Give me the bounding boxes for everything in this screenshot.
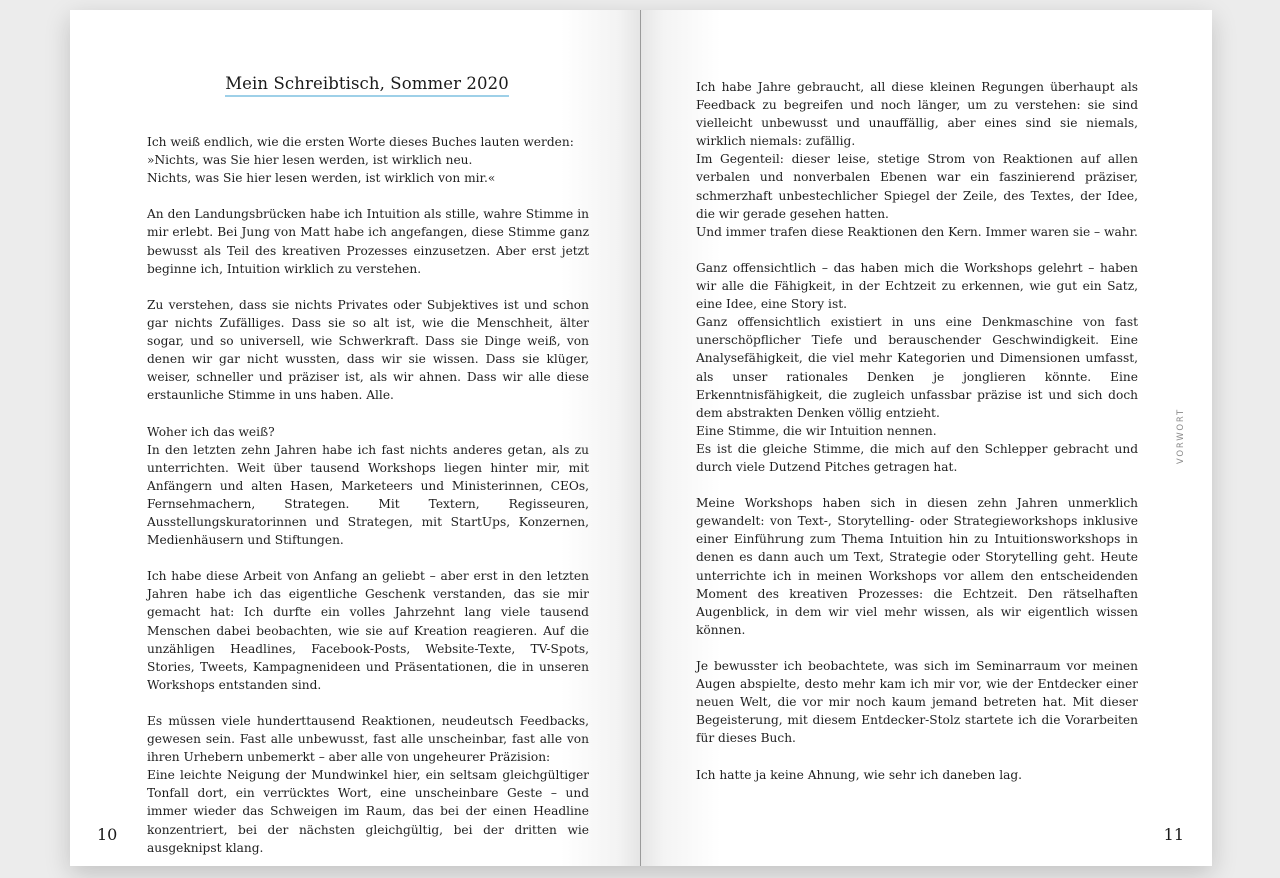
paragraph: An den Landungsbrücken habe ich Intuition als stille, wahre Stimme in mir erlebt. Bei Jung von Matt habe ich angefangen, diese Stimme ganz bewusst als Teil des kreativen Prozesses einzusetzen. Aber erst jetzt beginne ich, Intuition wirklich zu verstehen.	[147, 207, 589, 276]
paragraph: Ganz offensichtlich – das haben mich die Workshops gelehrt – haben wir alle die Fähigkeit, in der Echtzeit zu erkennen, wie gut ein Satz, eine Idee, eine Story ist. Ganz offensichtlich existiert in uns eine Denkmaschine von fast unerschöpflicher Tiefe und berauschender Geschwindigkeit. Eine Analysefähigkeit, die viel mehr Kategorien und Dimensionen umfasst, als unser rationales Denken je jonglieren könnte. Eine Erkenntnisfähigkeit, die zugleich unfassbar präzise ist und sich doch dem abstrakten Denken völlig entzieht. Eine Stimme, die wir Intuition nennen. Es ist die gleiche Stimme, die mich auf den Schlepper gebracht und durch viele Dutzend Pitches getragen hat.	[696, 260, 1138, 474]
paragraph: Woher ich das weiß? In den letzten zehn Jahren habe ich fast nichts anderes getan, als zu unterrichten. Weit über tausend Workshops liegen hinter mir, mit Anfängern und alten Hasen, Marketeers und Ministerinnen, CEOs, Fernsehmachern, Strategen. Mit Textern, Regisseuren, Ausstellungskuratorinnen und Strategen, mit StartUps, Konzernen, Medienhäusern und Stiftungen.	[147, 424, 589, 548]
page-title-text: Mein Schreibtisch, Sommer 2020	[225, 74, 509, 97]
paragraph: Je bewusster ich beobachtete, was sich im Seminarraum vor meinen Augen abspielte, desto mehr kam ich mir vor, wie der Entdecker einer neuen Welt, die vor mir noch kaum jemand betreten hat. Mit dieser Begeisterung, mit diesem Entdecker-Stolz startete ich die Vorarbeiten für dieses Buch.	[696, 659, 1138, 746]
right-body-text	[696, 78, 1138, 802]
page-number-left: 10	[97, 825, 118, 844]
paragraph: Zu verstehen, dass sie nichts Privates oder Subjektives ist und schon gar nichts Zufälliges. Dass sie so alt ist, wie die Menschheit, älter sogar, und so universell, wie Schwerkraft. Dass sie Dinge weiß, von denen wir gar nicht wussten, dass wir sie wissen. Dass sie klüger, weiser, schneller und präziser ist, als wir ahnen. Dass wir alle diese erstaunliche Stimme in uns haben. Alle.	[147, 297, 589, 403]
left-body-text	[147, 133, 589, 866]
left-page	[70, 10, 641, 866]
right-page	[641, 10, 1212, 866]
page-title	[70, 74, 641, 97]
open-book	[70, 10, 1212, 866]
paragraph: Ich weiß endlich, wie die ersten Worte dieses Buches lauten werden: »Nichts, was Sie hier lesen werden, ist wirklich neu. Nichts, was Sie hier lesen werden, ist wirklich von mir.«	[147, 135, 574, 186]
page-number-right: 11	[1163, 825, 1184, 844]
paragraph: Ich habe diese Arbeit von Anfang an geliebt – aber erst in den letzten Jahren habe ich das eigentliche Geschenk verstanden, das sie mir gemacht hat: Ich durfte ein volles Jahrzehnt lang viele tausend Menschen dabei beobachten, wie sie auf Kreation reagieren. Auf die unzähligen Headlines, Facebook-Posts, Website-Texte, TV-Spots, Stories, Tweets, Kampagnenideen und Präsentationen, die in unseren Workshops entstanden sind.	[147, 569, 589, 692]
paragraph: Meine Workshops haben sich in diesen zehn Jahren unmerklich gewandelt: von Text-, Storytelling- oder Strategieworkshops inklusive einer Einführung zum Thema Intuition hin zu Intuitionsworkshops in denen es dann auch um Text, Strategie oder Storytelling geht. Heute unterrichte ich in meinen Workshops vor allem den entscheidenden Moment des kreativen Prozesses: die Echtzeit. Den rätselhaften Augenblick, in dem wir viel mehr wissen, als wir eigentlich wissen können.	[696, 496, 1138, 637]
paragraph: Es müssen viele hunderttausend Reaktionen, neudeutsch Feedbacks, gewesen sein. Fast alle unbewusst, fast alle unscheinbar, fast alle von ihren Urhebern unbemerkt – aber alle von ungeheurer Präzision: Eine leichte Neigung der Mundwinkel hier, ein seltsam gleichgültiger Tonfall dort, ein verrücktes Wort, eine unscheinbare Geste – und immer wieder das Schweigen im Raum, das bei der einen Headline konzentriert, bei der nächsten gleichgültig, bei der dritten wie ausgeknipst klang.	[147, 714, 589, 855]
running-head: VORWORT	[1176, 408, 1186, 465]
paragraph: Ich hatte ja keine Ahnung, wie sehr ich daneben lag.	[696, 767, 1023, 782]
paragraph: Ich habe Jahre gebraucht, all diese kleinen Regungen überhaupt als Feedback zu begreifen und noch länger, um zu verstehen: sie sind vielleicht unbewusst und unauffällig, aber eines sind sie niemals, wirklich niemals: zufällig. Im Gegenteil: dieser leise, stetige Strom von Reaktionen auf allen verbalen und nonverbalen Ebenen war ein faszinierend präziser, schmerzhaft unbestechlicher Spiegel der Zeile, des Textes, der Idee, die wir gerade gesehen hatten. Und immer trafen diese Reaktionen den Kern. Immer waren sie – wahr.	[696, 80, 1138, 239]
